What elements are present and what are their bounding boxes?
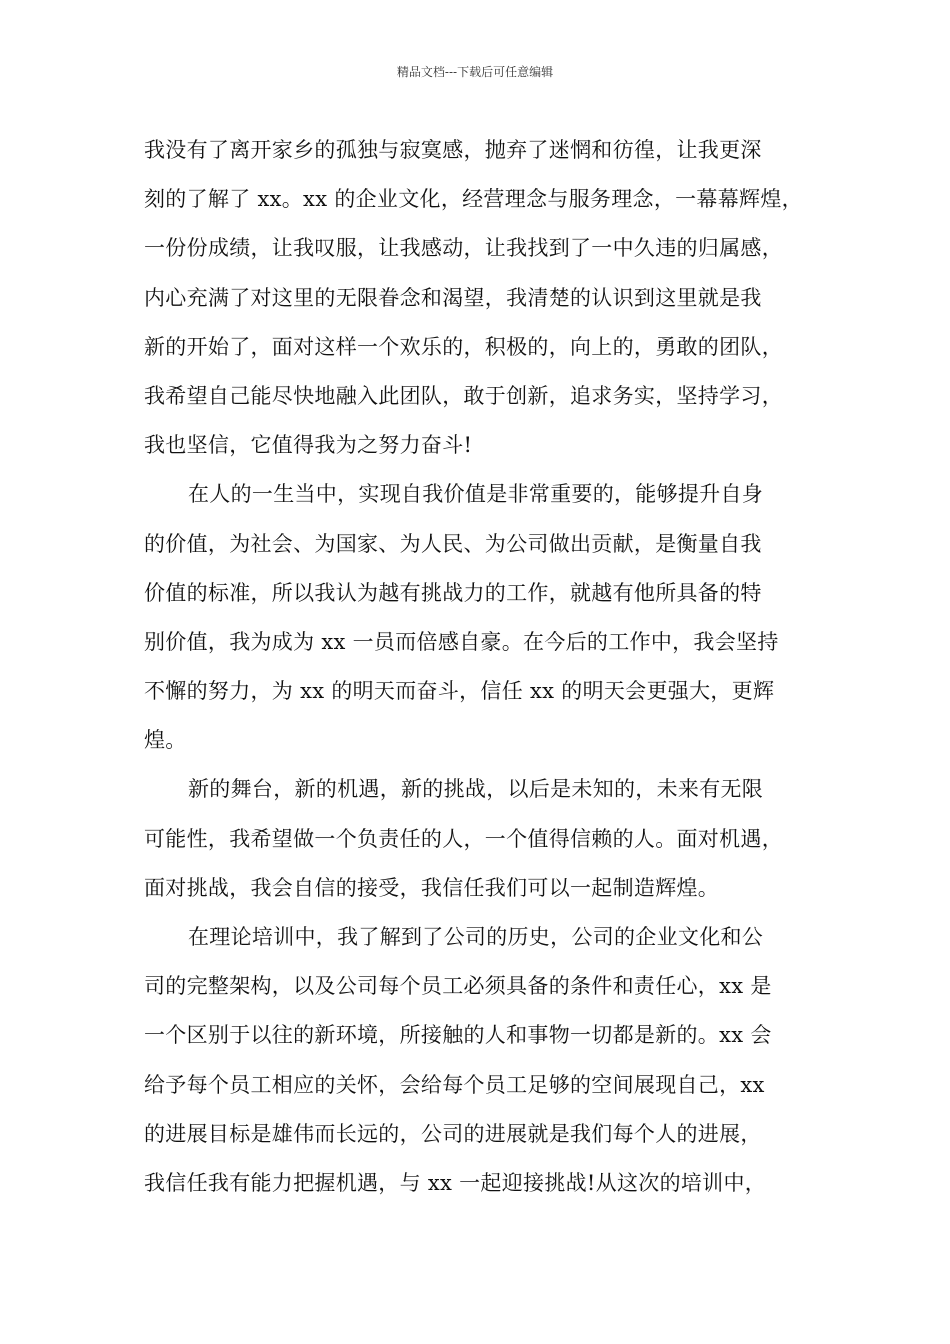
text-line: 司的完整架构，以及公司每个员工必须具备的条件和责任心，xx 是 bbox=[144, 974, 772, 999]
text-line: 不懈的努力，为 xx 的明天而奋斗，信任 xx 的明天会更强大，更辉 bbox=[144, 679, 775, 704]
text-line: 我希望自己能尽快地融入此团队，敢于创新，追求务实，坚持学习， bbox=[144, 383, 783, 408]
text-line: 我信任我有能力把握机遇，与 xx 一起迎接挑战!从这次的培训中， bbox=[144, 1170, 767, 1195]
paragraph-first-line: 新的舞台，新的机遇，新的挑战，以后是未知的，未来有无限 bbox=[188, 777, 764, 802]
text-line: 刻的了解了 xx。xx 的企业文化，经营理念与服务理念，一幕幕辉煌， bbox=[144, 187, 803, 212]
text-line: 一份份成绩，让我叹服，让我感动，让我找到了一中久违的归属感， bbox=[144, 236, 783, 261]
paragraph-first-line: 在人的一生当中，实现自我价值是非常重要的，能够提升自身 bbox=[188, 482, 764, 507]
text-line: 一个区别于以往的新环境，所接触的人和事物一切都是新的。xx 会 bbox=[144, 1023, 772, 1048]
text-line: 我没有了离开家乡的孤独与寂寞感，抛弃了迷惘和彷徨，让我更深 bbox=[144, 138, 762, 162]
text-line: 我也坚信，它值得我为之努力奋斗! bbox=[144, 433, 473, 458]
text-line: 面对挑战，我会自信的接受，我信任我们可以一起制造辉煌。 bbox=[144, 875, 720, 900]
text-line: 内心充满了对这里的无限眷念和渴望，我清楚的认识到这里就是我 bbox=[144, 285, 762, 310]
text-line: 新的开始了，面对这样一个欢乐的，积极的，向上的，勇敢的团队， bbox=[144, 334, 783, 359]
document-body bbox=[144, 126, 824, 1208]
text-line: 可能性，我希望做一个负责任的人，一个值得信赖的人。面对机遇， bbox=[144, 826, 783, 851]
text-line: 煌。 bbox=[144, 728, 187, 753]
text-line: 别价值，我为成为 xx 一员而倍感自豪。在今后的工作中，我会坚持 bbox=[144, 629, 779, 654]
text-line: 价值的标准，所以我认为越有挑战力的工作，就越有他所具备的特 bbox=[144, 580, 762, 605]
text-line: 给予每个员工相应的关怀，会给每个员工足够的空间展现自己，xx bbox=[144, 1072, 765, 1097]
paragraph-first-line: 在理论培训中，我了解到了公司的历史，公司的企业文化和公 bbox=[188, 925, 764, 949]
text-line: 的价值，为社会、为国家、为人民、为公司做出贡献，是衡量自我 bbox=[144, 531, 762, 556]
text-line: 的进展目标是雄伟而长远的，公司的进展就是我们每个人的进展， bbox=[144, 1121, 762, 1146]
page-header: 精品文档---下载后可任意编辑 bbox=[396, 65, 554, 79]
